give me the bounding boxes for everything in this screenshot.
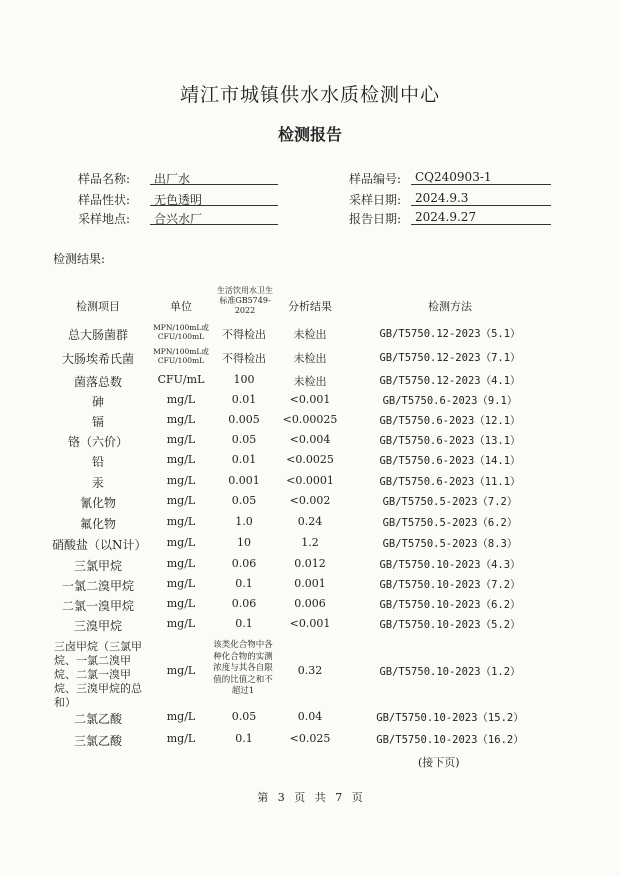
sample-state-row <box>78 191 288 207</box>
report-date-row <box>349 210 559 226</box>
sample-id-label: 样品编号: <box>349 172 402 186</box>
sampling-site-label: 采样地点: <box>78 212 131 226</box>
row-result: <0.004 <box>289 433 331 446</box>
sampling-site-value: 合兴水厂 <box>150 210 278 225</box>
row-standard: 1.0 <box>235 515 253 528</box>
report-title: 检测报告 <box>277 125 342 144</box>
row-result: 0.04 <box>297 710 323 723</box>
row-unit: MPN/100mL或CFU/100mL <box>153 323 209 341</box>
row-item: 三卤甲烷（三氯甲烷、一氯二溴甲烷、二氯一溴甲烷、三溴甲烷的总和） <box>54 640 142 709</box>
row-unit: MPN/100mL或CFU/100mL <box>153 347 209 365</box>
row-unit: mg/L <box>166 536 196 549</box>
row-method: GB/T5750.5-2023（8.3） <box>382 538 518 550</box>
organization-name: 靖江市城镇供水水质检测中心 <box>179 84 440 106</box>
row-item: 总大肠菌群 <box>67 328 128 342</box>
row-unit: CFU/mL <box>157 373 205 386</box>
row-standard: 100 <box>233 373 255 386</box>
row-item: 汞 <box>91 476 104 490</box>
row-item: 硝酸盐（以N计） <box>52 538 147 552</box>
row-item: 一氯二溴甲烷 <box>61 579 134 593</box>
row-standard: 10 <box>237 536 251 549</box>
row-result: <0.00025 <box>282 413 338 426</box>
row-standard: 该类化合物中各种化合物的实测浓度与其各自限值的比值之和不超过1 <box>213 640 273 696</box>
row-item: 二氯乙酸 <box>73 712 122 726</box>
row-item: 三氯甲烷 <box>73 559 122 573</box>
row-unit: mg/L <box>166 732 196 745</box>
sample-name-row <box>78 170 288 186</box>
row-standard: 0.005 <box>228 413 260 426</box>
row-method: GB/T5750.5-2023（6.2） <box>382 517 518 529</box>
results-label: 检测结果: <box>53 252 106 266</box>
row-method: GB/T5750.10-2023（7.2） <box>379 579 521 591</box>
sampling-date-value: 2024.9.3 <box>411 191 551 206</box>
row-result: <0.002 <box>289 494 331 507</box>
row-standard: 0.05 <box>231 710 257 723</box>
row-standard: 0.06 <box>231 557 257 570</box>
row-standard: 不得检出 <box>222 328 266 341</box>
row-unit: mg/L <box>166 710 196 723</box>
row-result: 未检出 <box>293 352 327 365</box>
row-method: GB/T5750.10-2023（6.2） <box>379 599 521 611</box>
row-result: <0.0001 <box>286 474 334 487</box>
header-item: 检测项目 <box>76 300 120 313</box>
sample-state-label: 样品性状: <box>78 193 131 207</box>
header-standard: 生活饮用水卫生标准GB5749-2022 <box>217 286 273 315</box>
row-result: <0.0025 <box>286 453 334 466</box>
row-standard: 0.05 <box>231 433 257 446</box>
sampling-date-label: 采样日期: <box>349 193 402 207</box>
row-standard: 0.001 <box>228 474 260 487</box>
row-unit: mg/L <box>166 515 196 528</box>
row-item: 铬（六价） <box>67 435 128 449</box>
row-standard: 0.1 <box>235 617 253 630</box>
header-method: 检测方法 <box>428 300 472 313</box>
row-method: GB/T5750.12-2023（7.1） <box>379 352 521 364</box>
row-method: GB/T5750.6-2023（9.1） <box>382 395 518 407</box>
sample-name-value: 出厂水 <box>150 170 278 185</box>
row-item: 大肠埃希氏菌 <box>61 352 134 366</box>
row-method: GB/T5750.10-2023（16.2） <box>376 734 524 746</box>
row-result: 0.32 <box>297 664 323 677</box>
row-standard: 0.05 <box>231 494 257 507</box>
sample-name-label: 样品名称: <box>78 172 131 186</box>
row-result: 0.006 <box>294 597 326 610</box>
row-method: GB/T5750.10-2023（5.2） <box>379 619 521 631</box>
row-method: GB/T5750.12-2023（5.1） <box>379 328 521 340</box>
row-method: GB/T5750.10-2023（15.2） <box>376 712 524 724</box>
sample-state-value: 无色透明 <box>150 191 278 206</box>
row-method: GB/T5750.10-2023（4.3） <box>379 559 521 571</box>
row-method: GB/T5750.6-2023（14.1） <box>379 455 521 467</box>
row-unit: mg/L <box>166 597 196 610</box>
header-unit: 单位 <box>170 300 192 313</box>
row-method: GB/T5750.6-2023（13.1） <box>379 435 521 447</box>
row-unit: mg/L <box>166 494 196 507</box>
sample-id-value: CQ240903-1 <box>411 170 551 185</box>
row-result: 1.2 <box>301 536 319 549</box>
row-result: 0.012 <box>294 557 326 570</box>
row-unit: mg/L <box>166 393 196 406</box>
row-result: 0.001 <box>294 577 326 590</box>
row-standard: 0.1 <box>235 732 253 745</box>
row-item: 三溴甲烷 <box>73 619 122 633</box>
row-standard: 0.01 <box>231 393 257 406</box>
row-method: GB/T5750.6-2023（11.1） <box>379 476 521 488</box>
header-result: 分析结果 <box>288 300 332 313</box>
row-item: 二氯一溴甲烷 <box>61 599 134 613</box>
row-item: 菌落总数 <box>73 375 122 389</box>
row-result: <0.001 <box>289 617 331 630</box>
row-unit: mg/L <box>166 664 196 677</box>
row-standard: 0.1 <box>235 577 253 590</box>
row-unit: mg/L <box>166 453 196 466</box>
sample-id-row <box>349 170 559 186</box>
row-method: GB/T5750.12-2023（4.1） <box>379 375 521 387</box>
row-method: GB/T5750.6-2023（12.1） <box>379 415 521 427</box>
row-result: 0.24 <box>297 515 323 528</box>
page-number: 第 3 页 共 7 页 <box>257 791 363 804</box>
row-result: 未检出 <box>293 328 327 341</box>
row-result: 未检出 <box>293 375 327 388</box>
row-item: 氰化物 <box>79 496 116 510</box>
row-unit: mg/L <box>166 557 196 570</box>
row-standard: 不得检出 <box>222 352 266 365</box>
row-unit: mg/L <box>166 617 196 630</box>
row-result: <0.001 <box>289 393 331 406</box>
row-standard: 0.06 <box>231 597 257 610</box>
row-result: <0.025 <box>289 732 331 745</box>
report-date-value: 2024.9.27 <box>411 210 551 225</box>
sampling-date-row <box>349 191 559 207</box>
row-unit: mg/L <box>166 433 196 446</box>
row-standard: 0.01 <box>231 453 257 466</box>
row-method: GB/T5750.5-2023（7.2） <box>382 496 518 508</box>
row-method: GB/T5750.10-2023（1.2） <box>379 666 521 678</box>
continued-note: (接下页) <box>418 756 460 769</box>
row-item: 氟化物 <box>79 517 116 531</box>
row-item: 铅 <box>91 455 104 469</box>
table-row <box>0 640 620 709</box>
row-unit: mg/L <box>166 474 196 487</box>
row-item: 砷 <box>91 395 104 409</box>
row-unit: mg/L <box>166 413 196 426</box>
row-item: 三氯乙酸 <box>73 734 122 748</box>
report-date-label: 报告日期: <box>349 212 402 226</box>
sampling-site-row <box>78 210 288 226</box>
row-item: 镉 <box>91 415 104 429</box>
row-unit: mg/L <box>166 577 196 590</box>
